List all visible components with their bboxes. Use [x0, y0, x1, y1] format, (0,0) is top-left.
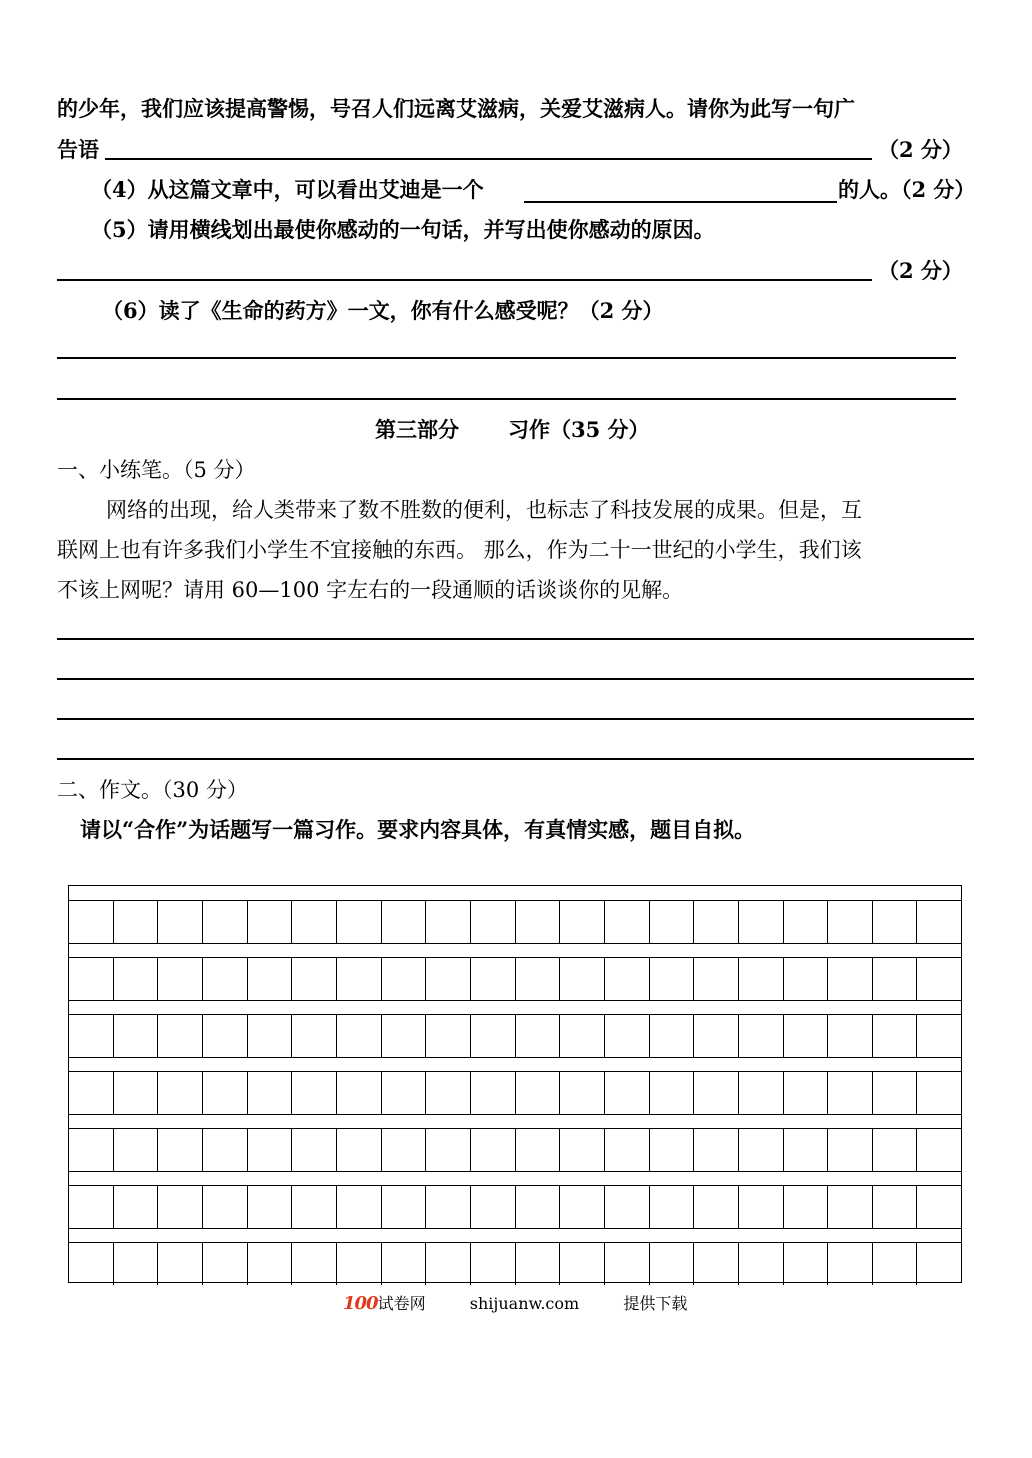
grid-cell[interactable] [694, 1128, 739, 1171]
grid-cell[interactable] [828, 957, 873, 1000]
grid-cell[interactable] [248, 1128, 293, 1171]
grid-cell[interactable] [650, 957, 695, 1000]
grid-cell[interactable] [873, 1242, 918, 1285]
grid-cell[interactable] [739, 957, 784, 1000]
grid-cell[interactable] [784, 1242, 829, 1285]
grid-cell[interactable] [337, 900, 382, 943]
writing-line-2[interactable] [57, 678, 974, 680]
grid-cell[interactable] [337, 1128, 382, 1171]
grid-cell[interactable] [694, 1071, 739, 1114]
grid-cell[interactable] [784, 957, 829, 1000]
writing-line-4[interactable] [57, 758, 974, 760]
grid-row-divider [69, 1057, 961, 1058]
grid-cell[interactable] [69, 1071, 114, 1114]
grid-cell[interactable] [784, 1071, 829, 1114]
grid-cell[interactable] [337, 957, 382, 1000]
writing-line-3[interactable] [57, 718, 974, 720]
grid-cell[interactable] [694, 1242, 739, 1285]
grid-cell[interactable] [650, 900, 695, 943]
grid-cell[interactable] [158, 1071, 203, 1114]
grid-cell[interactable] [471, 1242, 516, 1285]
grid-cell[interactable] [694, 1185, 739, 1228]
grid-cell[interactable] [516, 1071, 561, 1114]
grid-cell[interactable] [873, 957, 918, 1000]
grid-cell[interactable] [426, 1242, 471, 1285]
grid-cell[interactable] [560, 900, 605, 943]
grid-cell[interactable] [426, 1014, 471, 1057]
footer-url[interactable]: shijuanw.com [469, 1294, 580, 1313]
grid-cell[interactable] [114, 957, 159, 1000]
grid-cell[interactable] [114, 1014, 159, 1057]
grid-cell[interactable] [248, 1014, 293, 1057]
grid-cell[interactable] [650, 1242, 695, 1285]
grid-cell[interactable] [873, 1128, 918, 1171]
grid-cell[interactable] [292, 1014, 337, 1057]
grid-cell[interactable] [605, 1128, 650, 1171]
grid-cell[interactable] [650, 1128, 695, 1171]
grid-cell[interactable] [694, 900, 739, 943]
answer-line-q6-1[interactable] [57, 357, 956, 359]
grid-cell[interactable] [516, 900, 561, 943]
grid-cell[interactable] [292, 1128, 337, 1171]
grid-cell[interactable] [516, 957, 561, 1000]
grid-cell[interactable] [292, 1242, 337, 1285]
grid-cell[interactable] [69, 900, 114, 943]
grid-cell[interactable] [203, 1185, 248, 1228]
grid-cell[interactable] [917, 1128, 961, 1171]
grid-cell[interactable] [426, 900, 471, 943]
grid-cell[interactable] [158, 900, 203, 943]
grid-cell[interactable] [292, 957, 337, 1000]
grid-cell[interactable] [917, 1071, 961, 1114]
grid-row [69, 1185, 961, 1228]
grid-cell[interactable] [560, 1128, 605, 1171]
grid-cell[interactable] [739, 1071, 784, 1114]
grid-cell[interactable] [605, 1014, 650, 1057]
grid-cell[interactable] [203, 1128, 248, 1171]
grid-cell[interactable] [158, 957, 203, 1000]
grid-cell[interactable] [471, 1071, 516, 1114]
grid-cell[interactable] [292, 900, 337, 943]
grid-cell[interactable] [203, 957, 248, 1000]
grid-cell[interactable] [739, 1014, 784, 1057]
grid-row-divider [69, 1000, 961, 1001]
composition-grid[interactable] [68, 885, 962, 1283]
answer-line-q4[interactable] [524, 201, 837, 203]
grid-cell[interactable] [560, 1071, 605, 1114]
grid-cell[interactable] [873, 1071, 918, 1114]
grid-cell[interactable] [605, 1242, 650, 1285]
q5-score: （2 分） [878, 258, 963, 283]
grid-cell[interactable] [382, 1071, 427, 1114]
grid-cell[interactable] [471, 957, 516, 1000]
grid-cell[interactable] [158, 1242, 203, 1285]
grid-cell[interactable] [917, 1014, 961, 1057]
grid-cell[interactable] [739, 1185, 784, 1228]
grid-cell[interactable] [292, 1185, 337, 1228]
grid-cell[interactable] [516, 1185, 561, 1228]
grid-cell[interactable] [739, 900, 784, 943]
grid-cell[interactable] [426, 1071, 471, 1114]
grid-cell[interactable] [873, 1185, 918, 1228]
grid-cell[interactable] [828, 1128, 873, 1171]
grid-cell[interactable] [337, 1014, 382, 1057]
grid-cell[interactable] [69, 957, 114, 1000]
grid-row-divider [69, 1171, 961, 1172]
grid-cell[interactable] [784, 1185, 829, 1228]
grid-cell[interactable] [382, 1185, 427, 1228]
grid-row [69, 1014, 961, 1057]
grid-cell[interactable] [917, 957, 961, 1000]
grid-cell[interactable] [784, 1014, 829, 1057]
grid-cell[interactable] [650, 1014, 695, 1057]
grid-cell[interactable] [203, 1014, 248, 1057]
q4-prefix: （4）从这篇文章中，可以看出艾迪是一个 [91, 177, 484, 202]
footer-tagline: 提供下载 [623, 1294, 688, 1313]
grid-cell[interactable] [784, 900, 829, 943]
grid-cell[interactable] [471, 1128, 516, 1171]
grid-cell[interactable] [828, 1185, 873, 1228]
grid-cell[interactable] [560, 1185, 605, 1228]
grid-cell[interactable] [382, 1128, 427, 1171]
part3-title: 第三部分 [375, 417, 459, 442]
grid-cell[interactable] [114, 1242, 159, 1285]
grid-cell[interactable] [248, 1242, 293, 1285]
grid-cell[interactable] [650, 1185, 695, 1228]
grid-cell[interactable] [248, 1071, 293, 1114]
section1-heading: 一、小练笔。（5 分） [57, 458, 256, 482]
writing-line-1[interactable] [57, 638, 974, 640]
grid-cell[interactable] [426, 1185, 471, 1228]
grid-cell[interactable] [516, 1242, 561, 1285]
grid-cell[interactable] [114, 1128, 159, 1171]
grid-cell[interactable] [516, 1128, 561, 1171]
grid-cell[interactable] [426, 957, 471, 1000]
grid-cell[interactable] [471, 1185, 516, 1228]
grid-row-divider [69, 943, 961, 944]
grid-cell[interactable] [114, 1071, 159, 1114]
grid-cell[interactable] [69, 1014, 114, 1057]
section1-paragraph-line1: 网络的出现，给人类带来了数不胜数的便利，也标志了科技发展的成果。但是，互 [106, 498, 862, 522]
grid-cell[interactable] [560, 1014, 605, 1057]
grid-cell[interactable] [694, 1014, 739, 1057]
q5-text: （5）请用横线划出最使你感动的一句话，并写出使你感动的原因。 [91, 217, 715, 242]
q3-score: （2 分） [878, 137, 963, 162]
q4-suffix: 的人。（2 分） [838, 177, 976, 202]
section2-heading: 二、作文。（30 分） [57, 778, 248, 802]
grid-cell[interactable] [69, 1185, 114, 1228]
grid-cell[interactable] [203, 1242, 248, 1285]
q6-text: （6）读了《生命的药方》一文，你有什么感受呢？（2 分） [102, 298, 664, 323]
grid-cell[interactable] [337, 1242, 382, 1285]
grid-cell[interactable] [158, 1185, 203, 1228]
grid-row [69, 1128, 961, 1171]
grid-cell[interactable] [560, 957, 605, 1000]
grid-cell[interactable] [873, 1014, 918, 1057]
grid-cell[interactable] [471, 900, 516, 943]
grid-cell[interactable] [382, 957, 427, 1000]
grid-cell[interactable] [560, 1242, 605, 1285]
grid-cell[interactable] [784, 1128, 829, 1171]
grid-row [69, 1242, 961, 1285]
answer-line-q5[interactable] [57, 279, 872, 281]
grid-cell[interactable] [739, 1128, 784, 1171]
part3-subtitle: 习作（35 分） [508, 417, 650, 442]
grid-cell[interactable] [917, 1242, 961, 1285]
grid-cell[interactable] [69, 1242, 114, 1285]
grid-cell[interactable] [828, 1242, 873, 1285]
grid-cell[interactable] [516, 1014, 561, 1057]
grid-cell[interactable] [337, 1185, 382, 1228]
grid-cell[interactable] [158, 1014, 203, 1057]
grid-cell[interactable] [605, 900, 650, 943]
grid-cell[interactable] [605, 1185, 650, 1228]
grid-cell[interactable] [426, 1128, 471, 1171]
q3-line2-prefix: 告语 [57, 137, 99, 162]
answer-line-q6-2[interactable] [57, 398, 956, 400]
grid-cell[interactable] [873, 900, 918, 943]
footer [343, 1293, 687, 1315]
grid-row-divider [69, 1114, 961, 1115]
grid-row [69, 1071, 961, 1114]
grid-cell[interactable] [248, 957, 293, 1000]
grid-cell[interactable] [650, 1071, 695, 1114]
grid-cell[interactable] [605, 957, 650, 1000]
grid-cell[interactable] [828, 1071, 873, 1114]
grid-cell[interactable] [69, 1128, 114, 1171]
grid-row [69, 957, 961, 1000]
grid-cell[interactable] [694, 957, 739, 1000]
grid-cell[interactable] [248, 1185, 293, 1228]
grid-cell[interactable] [248, 900, 293, 943]
grid-cell[interactable] [114, 900, 159, 943]
logo-100: 100 [343, 1293, 378, 1314]
grid-cell[interactable] [292, 1071, 337, 1114]
grid-row [69, 900, 961, 943]
grid-cell[interactable] [382, 900, 427, 943]
grid-cell[interactable] [203, 1071, 248, 1114]
grid-cell[interactable] [828, 1014, 873, 1057]
grid-cell[interactable] [917, 1185, 961, 1228]
section2-prompt: 请以“合作”为话题写一篇习作。要求内容具体，有真情实感，题目自拟。 [80, 817, 756, 842]
grid-cell[interactable] [158, 1128, 203, 1171]
grid-cell[interactable] [739, 1242, 784, 1285]
grid-row-divider [69, 1228, 961, 1229]
q3-line1: 的少年，我们应该提高警惕，号召人们远离艾滋病，关爱艾滋病人。请你为此写一句广 [57, 96, 855, 121]
section1-paragraph-line2: 联网上也有许多我们小学生不宜接触的东西。 那么，作为二十一世纪的小学生，我们该 [57, 538, 862, 562]
grid-cell[interactable] [382, 1014, 427, 1057]
grid-cell[interactable] [337, 1071, 382, 1114]
answer-line-q3[interactable] [105, 158, 872, 160]
grid-cell[interactable] [114, 1185, 159, 1228]
grid-cell[interactable] [605, 1071, 650, 1114]
grid-cell[interactable] [828, 900, 873, 943]
grid-cell[interactable] [382, 1242, 427, 1285]
section1-paragraph-line3: 不该上网呢？请用 60—100 字左右的一段通顺的话谈谈你的见解。 [57, 578, 684, 602]
footer-site-name: 试卷网 [377, 1294, 426, 1313]
grid-cell[interactable] [203, 900, 248, 943]
grid-cell[interactable] [471, 1014, 516, 1057]
grid-cell[interactable] [917, 900, 961, 943]
